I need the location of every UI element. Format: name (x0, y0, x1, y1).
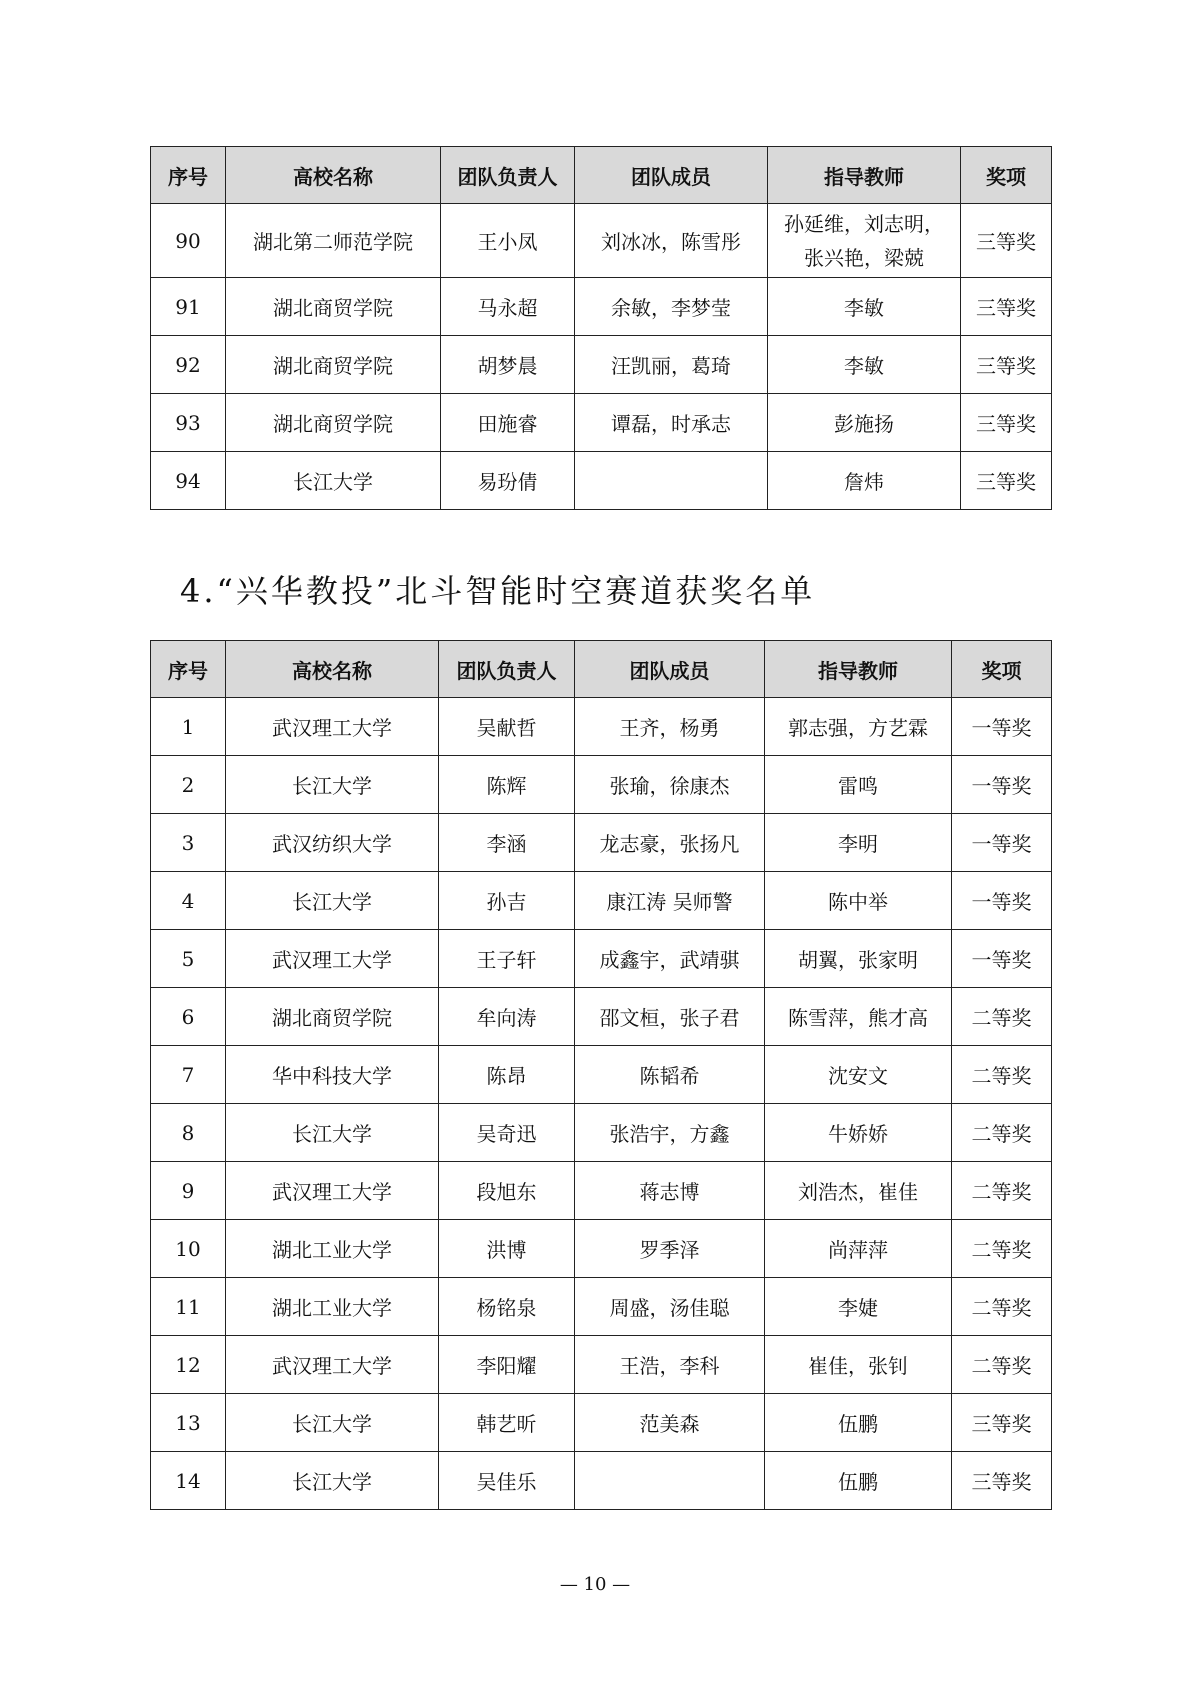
cell-members (575, 1452, 765, 1510)
cell-award: 二等奖 (952, 988, 1052, 1046)
cell-members (575, 452, 768, 510)
col-header-award: 奖项 (952, 641, 1052, 698)
cell-leader: 吴奇迅 (439, 1104, 575, 1162)
cell-members: 谭磊，时承志 (575, 394, 768, 452)
cell-members: 成鑫宇，武靖骐 (575, 930, 765, 988)
cell-advisor: 伍鹏 (765, 1452, 952, 1510)
cell-award: 一等奖 (952, 756, 1052, 814)
cell-leader: 易玢倩 (441, 452, 575, 510)
cell-award: 三等奖 (961, 336, 1052, 394)
table-row (151, 278, 1052, 336)
cell-award: 二等奖 (952, 1278, 1052, 1336)
cell-advisor: 郭志强，方艺霖 (765, 698, 952, 756)
cell-school: 武汉理工大学 (226, 1336, 439, 1394)
cell-award: 二等奖 (952, 1220, 1052, 1278)
cell-no: 3 (151, 814, 226, 872)
cell-no: 1 (151, 698, 226, 756)
table-row (151, 1220, 1052, 1278)
cell-members: 张浩宇，方鑫 (575, 1104, 765, 1162)
cell-leader: 王小凤 (441, 204, 575, 278)
col-header-award: 奖项 (961, 147, 1052, 204)
cell-award: 三等奖 (961, 278, 1052, 336)
cell-no: 93 (151, 394, 226, 452)
col-header-no: 序号 (151, 641, 226, 698)
advisor-line: 张兴艳，梁兢 (804, 245, 924, 270)
cell-award: 三等奖 (961, 452, 1052, 510)
cell-no: 91 (151, 278, 226, 336)
cell-advisor: 陈中举 (765, 872, 952, 930)
cell-no: 2 (151, 756, 226, 814)
cell-school: 长江大学 (226, 1452, 439, 1510)
cell-members: 范美森 (575, 1394, 765, 1452)
award-table-continued (150, 146, 1052, 510)
cell-advisor: 李明 (765, 814, 952, 872)
cell-leader: 牟向涛 (439, 988, 575, 1046)
cell-members: 蒋志博 (575, 1162, 765, 1220)
section-title: 4.“兴华教投”北斗智能时空赛道获奖名单 (180, 572, 816, 610)
cell-no: 11 (151, 1278, 226, 1336)
cell-no: 6 (151, 988, 226, 1046)
table-row (151, 336, 1052, 394)
cell-advisor (768, 204, 961, 278)
table-header-row (151, 147, 1052, 204)
cell-school: 湖北商贸学院 (226, 278, 441, 336)
table-row (151, 1452, 1052, 1510)
table-row (151, 872, 1052, 930)
cell-advisor: 刘浩杰，崔佳 (765, 1162, 952, 1220)
cell-leader: 胡梦晨 (441, 336, 575, 394)
cell-school: 湖北商贸学院 (226, 988, 439, 1046)
col-header-advisor: 指导教师 (765, 641, 952, 698)
table-row (151, 1162, 1052, 1220)
cell-school: 武汉纺织大学 (226, 814, 439, 872)
cell-award: 二等奖 (952, 1104, 1052, 1162)
cell-leader: 李阳耀 (439, 1336, 575, 1394)
cell-leader: 王子轩 (439, 930, 575, 988)
table-row (151, 988, 1052, 1046)
col-header-no: 序号 (151, 147, 226, 204)
cell-advisor: 詹炜 (768, 452, 961, 510)
cell-school: 湖北工业大学 (226, 1278, 439, 1336)
cell-advisor: 陈雪萍，熊才高 (765, 988, 952, 1046)
page-number: — 10 — (559, 1574, 631, 1595)
cell-award: 二等奖 (952, 1336, 1052, 1394)
cell-leader: 马永超 (441, 278, 575, 336)
cell-no: 4 (151, 872, 226, 930)
cell-no: 10 (151, 1220, 226, 1278)
cell-advisor: 李婕 (765, 1278, 952, 1336)
cell-no: 13 (151, 1394, 226, 1452)
col-header-members: 团队成员 (575, 641, 765, 698)
cell-school: 长江大学 (226, 756, 439, 814)
col-header-leader: 团队负责人 (441, 147, 575, 204)
cell-leader: 韩艺昕 (439, 1394, 575, 1452)
cell-school: 武汉理工大学 (226, 698, 439, 756)
cell-advisor: 彭施扬 (768, 394, 961, 452)
cell-award: 一等奖 (952, 698, 1052, 756)
cell-members: 王齐，杨勇 (575, 698, 765, 756)
cell-school: 长江大学 (226, 1104, 439, 1162)
cell-members: 周盛，汤佳聪 (575, 1278, 765, 1336)
cell-advisor: 胡翼，张家明 (765, 930, 952, 988)
cell-no: 94 (151, 452, 226, 510)
cell-leader: 段旭东 (439, 1162, 575, 1220)
table-header-row (151, 641, 1052, 698)
table-row (151, 1394, 1052, 1452)
cell-members: 王浩，李科 (575, 1336, 765, 1394)
award-table-beidou (150, 640, 1052, 1510)
col-header-members: 团队成员 (575, 147, 768, 204)
cell-leader: 洪博 (439, 1220, 575, 1278)
cell-leader: 吴佳乐 (439, 1452, 575, 1510)
cell-school: 湖北商贸学院 (226, 394, 441, 452)
cell-award: 二等奖 (952, 1046, 1052, 1104)
cell-leader: 田施睿 (441, 394, 575, 452)
cell-school: 长江大学 (226, 872, 439, 930)
table-row (151, 452, 1052, 510)
cell-members: 邵文桓，张子君 (575, 988, 765, 1046)
cell-no: 9 (151, 1162, 226, 1220)
table-row (151, 1046, 1052, 1104)
table-row (151, 930, 1052, 988)
cell-leader: 杨铭泉 (439, 1278, 575, 1336)
cell-school: 华中科技大学 (226, 1046, 439, 1104)
cell-advisor: 崔佳，张钊 (765, 1336, 952, 1394)
cell-award: 一等奖 (952, 930, 1052, 988)
col-header-school: 高校名称 (226, 641, 439, 698)
cell-leader: 孙吉 (439, 872, 575, 930)
cell-advisor: 雷鸣 (765, 756, 952, 814)
cell-school: 长江大学 (226, 1394, 439, 1452)
cell-advisor: 尚萍萍 (765, 1220, 952, 1278)
table-row (151, 1104, 1052, 1162)
col-header-school: 高校名称 (226, 147, 441, 204)
cell-members: 刘冰冰，陈雪彤 (575, 204, 768, 278)
cell-members: 龙志豪，张扬凡 (575, 814, 765, 872)
cell-leader: 李涵 (439, 814, 575, 872)
cell-advisor: 李敏 (768, 336, 961, 394)
col-header-leader: 团队负责人 (439, 641, 575, 698)
cell-school: 湖北第二师范学院 (226, 204, 441, 278)
cell-no: 7 (151, 1046, 226, 1104)
cell-school: 武汉理工大学 (226, 1162, 439, 1220)
cell-members: 汪凯丽，葛琦 (575, 336, 768, 394)
cell-no: 8 (151, 1104, 226, 1162)
table-row (151, 394, 1052, 452)
cell-award: 三等奖 (961, 204, 1052, 278)
cell-advisor: 牛娇娇 (765, 1104, 952, 1162)
cell-no: 90 (151, 204, 226, 278)
cell-no: 5 (151, 930, 226, 988)
cell-members: 余敏，李梦莹 (575, 278, 768, 336)
cell-no: 12 (151, 1336, 226, 1394)
cell-members: 张瑜，徐康杰 (575, 756, 765, 814)
cell-award: 一等奖 (952, 872, 1052, 930)
cell-award: 三等奖 (952, 1452, 1052, 1510)
cell-award: 三等奖 (961, 394, 1052, 452)
cell-school: 长江大学 (226, 452, 441, 510)
cell-no: 92 (151, 336, 226, 394)
cell-award: 一等奖 (952, 814, 1052, 872)
table-row (151, 1336, 1052, 1394)
cell-award: 三等奖 (952, 1394, 1052, 1452)
cell-school: 湖北商贸学院 (226, 336, 441, 394)
cell-leader: 陈昂 (439, 1046, 575, 1104)
cell-members: 康江涛 吴师警 (575, 872, 765, 930)
col-header-advisor: 指导教师 (768, 147, 961, 204)
table-row (151, 814, 1052, 872)
cell-no: 14 (151, 1452, 226, 1510)
cell-members: 陈韬希 (575, 1046, 765, 1104)
cell-advisor: 李敏 (768, 278, 961, 336)
table-row (151, 756, 1052, 814)
cell-leader: 陈辉 (439, 756, 575, 814)
cell-school: 湖北工业大学 (226, 1220, 439, 1278)
table-row (151, 204, 1052, 278)
cell-leader: 吴献哲 (439, 698, 575, 756)
cell-advisor: 伍鹏 (765, 1394, 952, 1452)
table-row (151, 698, 1052, 756)
advisor-line: 孙延维，刘志明， (784, 211, 944, 236)
cell-members: 罗季泽 (575, 1220, 765, 1278)
table-row (151, 1278, 1052, 1336)
cell-award: 二等奖 (952, 1162, 1052, 1220)
cell-advisor: 沈安文 (765, 1046, 952, 1104)
cell-school: 武汉理工大学 (226, 930, 439, 988)
